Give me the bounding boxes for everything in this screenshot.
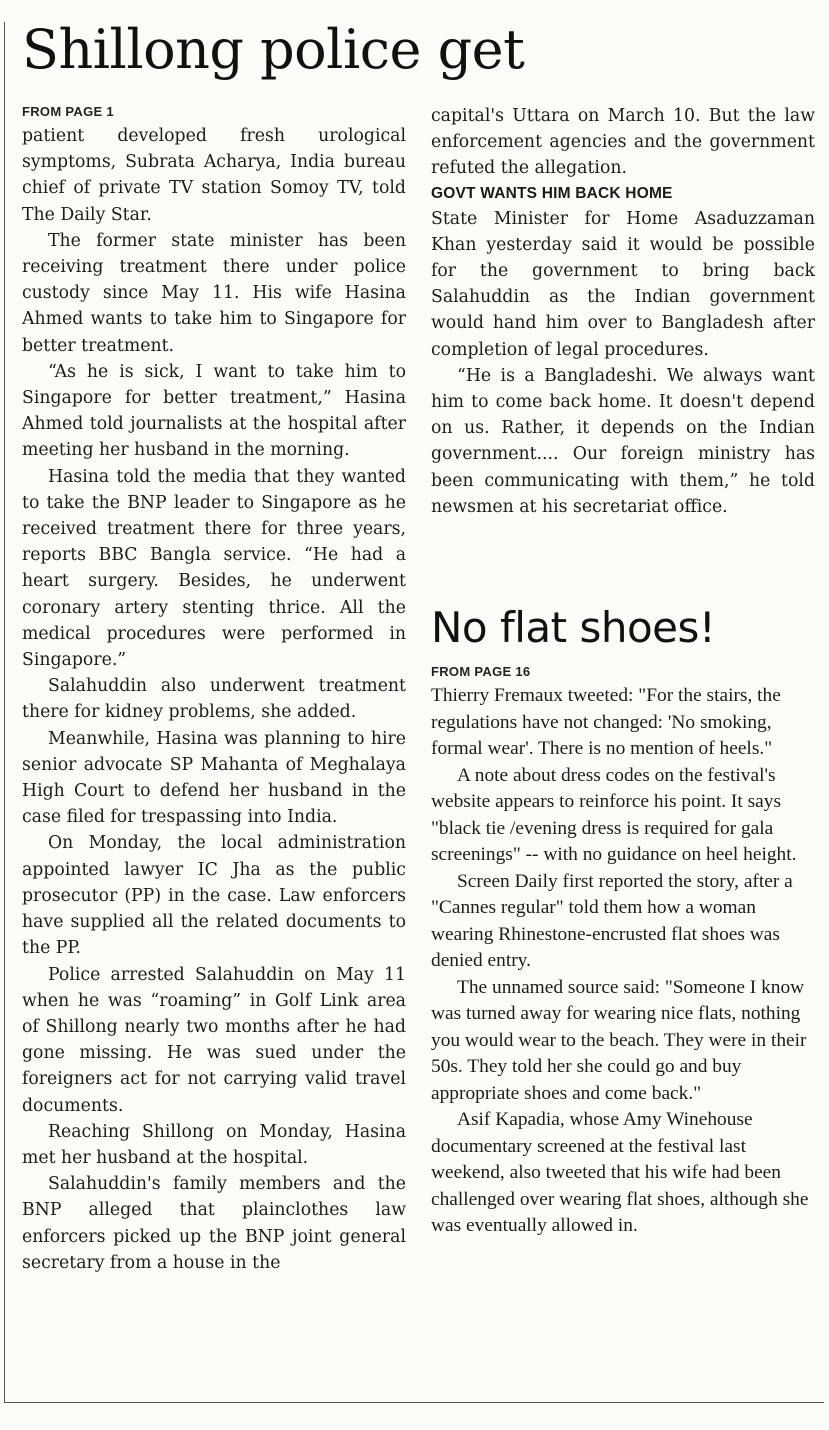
story1-paragraph: “He is a Bangladeshi. We always want him to come back home. It doesn't depend on us. Rather, it depends on the Indian government.... Our foreign ministry has been communicating with them,” he told newsmen at his secretariat office. (431, 365, 815, 517)
story2-column (431, 663, 815, 1240)
story1-right-column (431, 103, 815, 520)
story2-paragraph: A note about dress codes on the festival's website appears to reinforce his point. It says "black tie /evening dress is required for gala screenings" -- with no guidance on heel height. (431, 764, 797, 865)
story1-paragraph: Reaching Shillong on Monday, Hasina met her husband at the hospital. (22, 1121, 406, 1168)
story-headline-shillong: Shillong police get (22, 18, 525, 81)
story1-left-column (22, 103, 406, 1276)
story2-paragraph: The unnamed source said: "Someone I know was turned away for wearing nice flats, nothing you would wear to the beach. They were in their 50s. They told her she could go and buy appropriate shoes and come back." (431, 976, 807, 1104)
story1-paragraph: Police arrested Salahuddin on May 11 when he was “roaming” in Golf Link area of Shillong nearly two months after he had gone missing. He was sued under the foreigners act for not carrying valid travel documents. (22, 964, 406, 1116)
story1-paragraph: “As he is sick, I want to take him to Singapore for better treatment,” Hasina Ahmed told journalists at the hospital after meeting her husband in the morning. (22, 361, 406, 461)
story1-jump-kicker: FROM PAGE 1 (22, 104, 114, 119)
story2-paragraph: Thierry Fremaux tweeted: "For the stairs, the regulations have not changed: 'No smoking, formal wear'. There is no mention of heels." (431, 685, 781, 759)
story2-jump-kicker: FROM PAGE 16 (431, 664, 531, 679)
story1-subhead: GOVT WANTS HIM BACK HOME (431, 184, 673, 202)
story-headline-no-flat-shoes: No flat shoes! (431, 603, 716, 652)
story2-paragraph: Screen Daily first reported the story, after a "Cannes regular" told them how a woman wearing Rhinestone-encrusted flat shoes was denied entry. (431, 870, 793, 971)
story1-paragraph: Salahuddin's family members and the BNP alleged that plainclothes law enforcers picked up the BNP joint general secretary from a house in the (22, 1174, 406, 1273)
story1-paragraph: capital's Uttara on March 10. But the law enforcement agencies and the government refuted the allegation. (431, 106, 815, 179)
story1-paragraph: On Monday, the local administration appointed lawyer IC Jha as the public prosecutor (PP) in the case. Law enforcers have supplied all the related documents to the PP. (22, 833, 406, 959)
story1-paragraph: State Minister for Home Asaduzzaman Khan yesterday said it would be possible for the government to bring back Salahuddin as the Indian government would hand him over to Bangladesh after completion of legal procedures. (431, 208, 815, 360)
bottom-rule (4, 1402, 824, 1403)
story1-paragraph: The former state minister has been receiving treatment there under police custody since May 11. His wife Hasina Ahmed wants to take him to Singapore for better treatment. (22, 230, 406, 356)
story1-paragraph: patient developed fresh urological symptoms, Subrata Acharya, India bureau chief of private TV station Somoy TV, told The Daily Star. (22, 126, 406, 225)
story2-paragraph: Asif Kapadia, whose Amy Winehouse documentary screened at the festival last weekend, also tweeted that his wife had been challenged over wearing flat shoes, although she was eventually allowed in. (431, 1109, 809, 1236)
left-column-rule (4, 22, 5, 1402)
story1-paragraph: Salahuddin also underwent treatment there for kidney problems, she added. (22, 676, 406, 723)
story1-paragraph: Hasina told the media that they wanted to take the BNP leader to Singapore as he received treatment there for three years, reports BBC Bangla service. “He had a heart surgery. Besides, he underwent coronary artery stenting thrice. All the medical procedures were performed in Singapore.” (22, 466, 406, 671)
story1-paragraph: Meanwhile, Hasina was planning to hire senior advocate SP Mahanta of Meghalaya High Court to defend her husband in the case filed for trespassing into India. (22, 728, 406, 828)
